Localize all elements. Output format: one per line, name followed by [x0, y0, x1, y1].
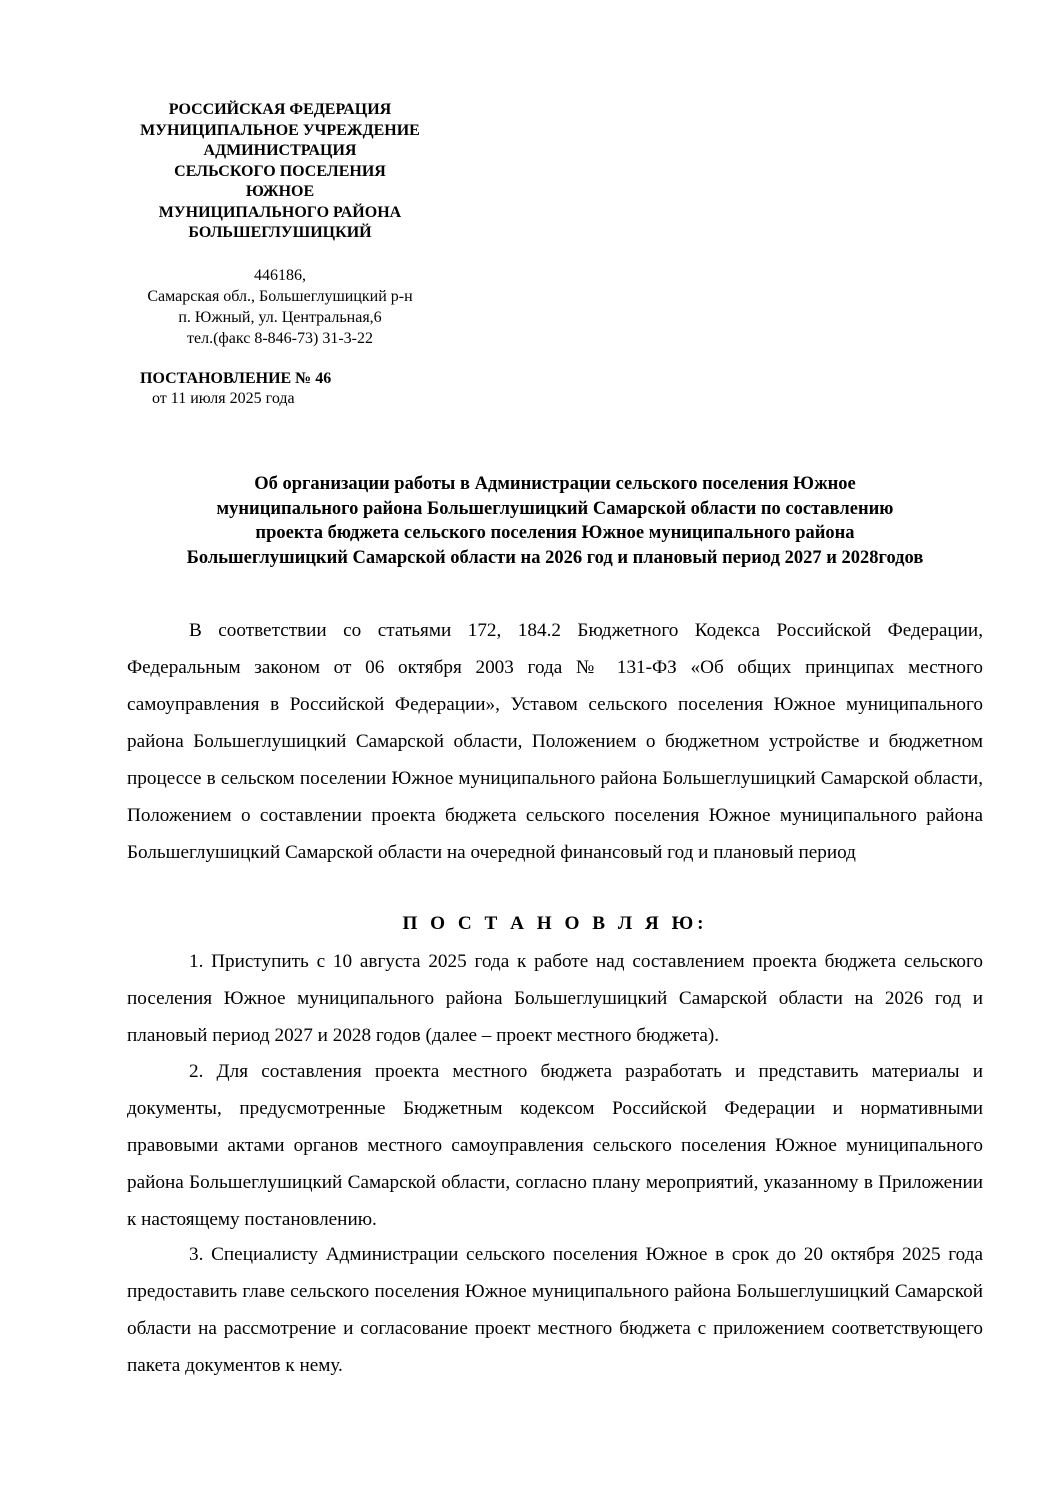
- item-paragraph-2: 2. Для составления проекта местного бюджета разработать и представить материалы и документы, предусмотренные Бюджетным кодексом Российской Федерации и нормативными правовыми актами органов местного самоуправления сельского поселения Южное муниципального района Большеглушицкий Самарской области, согласно плану мероприятий, указанному в Приложении к настоящему постановлению.: [127, 1061, 983, 1230]
- header-line: АДМИНИСТРАЦИЯ: [203, 142, 357, 159]
- title-line: муниципального района Большеглушицкий Самарской области по составлению: [216, 498, 894, 519]
- address-line: Самарская обл., Большеглушицкий р-н: [147, 288, 413, 305]
- item-paragraph-3: 3. Специалисту Администрации сельского поселения Южное в срок до 20 октября 2025 года предоставить главе сельского поселения Южное муниципального района Большеглушицкий Самарской области на рассмотрение и согласование проект местного бюджета с приложением соответствующего пакета документов к нему.: [127, 1244, 983, 1376]
- document-title: [110, 472, 1000, 570]
- title-line: проекта бюджета сельского поселения Южное муниципального района: [255, 523, 855, 543]
- address-block: [110, 265, 450, 349]
- decree-date: от 11 июля 2025 года: [152, 390, 295, 407]
- header-line: ЮЖНОЕ: [245, 183, 315, 200]
- address-line: п. Южный, ул. Центральная,6: [178, 309, 382, 326]
- preamble-paragraph: В соответствии со статьями 172, 184.2 Бюджетного Кодекса Российской Федерации, Федеральным законом от 06 октября 2003 года № 131-ФЗ «Об общих принципах местного самоуправления в Российской Федерации», Уставом сельского поселения Южное муниципального района Большеглушицкий Самарской области, Положением о бюджетном устройстве и бюджетном процессе в сельском поселении Южное муниципального района Большеглушицкий Самарской области, Положением о составлении проекта бюджета сельского поселения Южное муниципального района Большеглушицкий Самарской области на очередной финансовый год и плановый период: [127, 620, 983, 863]
- organization-header: [110, 100, 450, 244]
- resolve-heading: [127, 907, 983, 941]
- title-line: Большеглушицкий Самарской области на 2026 год и плановый период 2027 и 2028годов: [186, 547, 924, 568]
- resolve-text: П О С Т А Н О В Л Я Ю:: [402, 913, 708, 934]
- header-line: МУНИЦИПАЛЬНОГО РАЙОНА: [158, 203, 402, 221]
- header-line: РОССИЙСКАЯ ФЕДЕРАЦИЯ: [168, 101, 392, 118]
- header-line: МУНИЦИПАЛЬНОЕ УЧРЕЖДЕНИЕ: [140, 121, 420, 139]
- decree-number: ПОСТАНОВЛЕНИЕ № 46: [140, 370, 332, 387]
- item-paragraph-1: 1. Приступить с 10 августа 2025 года к работе над составлением проекта бюджета сельского поселения Южное муниципального района Большеглушицкий Самарской области на 2026 год и плановый период 2027 и 2028 годов (далее – проект местного бюджета).: [127, 951, 983, 1046]
- header-line: СЕЛЬСКОГО ПОСЕЛЕНИЯ: [174, 162, 386, 180]
- header-line: БОЛЬШЕГЛУШИЦКИЙ: [188, 224, 372, 241]
- title-line: Об организации работы в Администрации сельского поселения Южное: [254, 474, 856, 494]
- address-line: 446186,: [254, 267, 306, 284]
- address-line: тел.(факс 8-846-73) 31-3-22: [187, 330, 373, 347]
